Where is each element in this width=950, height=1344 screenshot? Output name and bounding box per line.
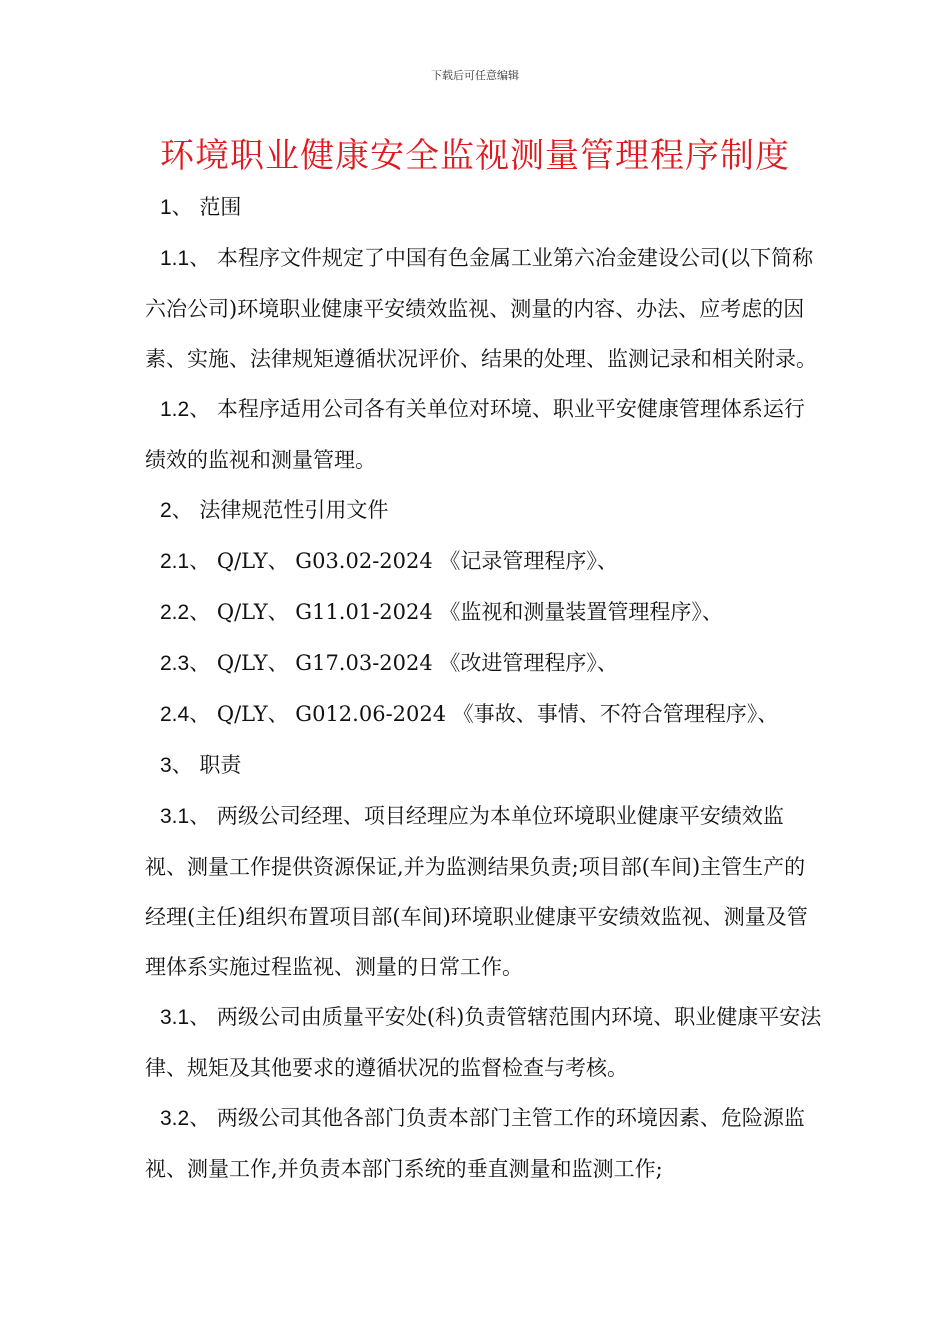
section-number: 1.1、: [160, 247, 211, 270]
document-body: [145, 182, 825, 1194]
paragraph-text: 范围: [192, 195, 242, 219]
section-number: 1.2、: [160, 398, 211, 421]
paragraph-text: 两级公司经理、项目经理应为本单位环境职业健康平安绩效监视、测量工作提供资源保证,并为监测结果负责;项目部(车间)主管生产的经理(主任)组织布置项目部(车间)环境职业健康平安绩效监视、测量及管理体系实施过程监视、测量的日常工作。: [145, 804, 808, 979]
section-number: 2、: [160, 499, 193, 522]
section-number: 3.1、: [160, 805, 211, 828]
header-note: 下载后可任意编辑: [431, 69, 519, 82]
paragraph-2-3: [145, 638, 825, 689]
paragraph-text: Q/LY、 G17.03-2024 《改进管理程序》、: [210, 651, 618, 675]
paragraph-1-1: [145, 233, 825, 384]
paragraph-3: [145, 740, 825, 791]
section-number: 3、: [160, 754, 193, 777]
paragraph-text: Q/LY、 G11.01-2024 《监视和测量装置管理程序》、: [210, 600, 723, 624]
section-number: 3.1、: [160, 1006, 211, 1029]
paragraph-3-1: [145, 791, 825, 992]
paragraph-text: 两级公司其他各部门负责本部门主管工作的环境因素、危险源监视、测量工作,并负责本部门系统的垂直测量和监测工作;: [145, 1106, 805, 1181]
paragraph-1-2: [145, 384, 825, 485]
paragraph-text: 本程序文件规定了中国有色金属工业第六冶金建设公司(以下简称六冶公司)环境职业健康平安绩效监视、测量的内容、办法、应考虑的因素、实施、法律规矩遵循状况评价、结果的处理、监测记录和相关附录。: [145, 246, 817, 371]
paragraph-2-4: [145, 689, 825, 740]
paragraph-3-2: [145, 1093, 825, 1194]
section-number: 3.2、: [160, 1107, 211, 1130]
paragraph-text: 法律规范性引用文件: [192, 498, 389, 522]
paragraph-2-2: [145, 587, 825, 638]
paragraph-2: [145, 485, 825, 536]
paragraph-text: 职责: [192, 753, 242, 777]
paragraph-3-1b: [145, 992, 825, 1093]
section-number: 2.3、: [160, 652, 211, 675]
paragraph-1: [145, 182, 825, 233]
paragraph-2-1: [145, 536, 825, 587]
paragraph-text: 两级公司由质量平安处(科)负责管辖范围内环境、职业健康平安法律、规矩及其他要求的遵循状况的监督检查与考核。: [145, 1005, 822, 1080]
section-number: 2.1、: [160, 550, 211, 573]
paragraph-text: Q/LY、 G012.06-2024 《事故、事情、不符合管理程序》、: [210, 702, 779, 726]
paragraph-text: 本程序适用公司各有关单位对环境、职业平安健康管理体系运行绩效的监视和测量管理。: [145, 397, 805, 472]
paragraph-text: Q/LY、 G03.02-2024 《记录管理程序》、: [210, 549, 618, 573]
section-number: 1、: [160, 196, 193, 219]
section-number: 2.4、: [160, 703, 211, 726]
document-title: 环境职业健康安全监视测量管理程序制度: [160, 136, 790, 176]
section-number: 2.2、: [160, 601, 211, 624]
